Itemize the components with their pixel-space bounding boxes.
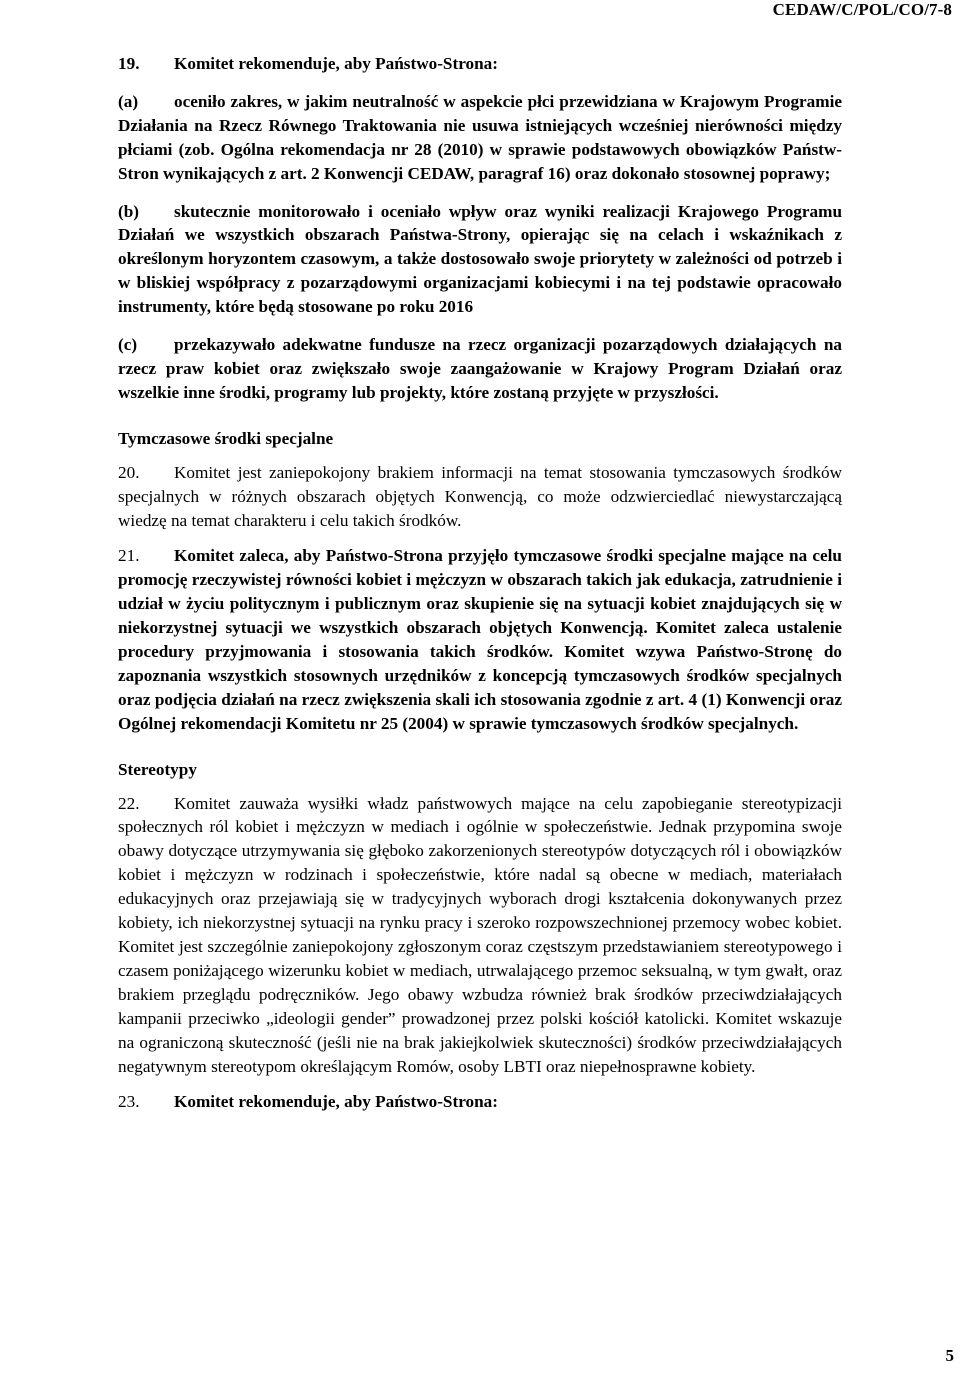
document-symbol: CEDAW/C/POL/CO/7-8 [772, 0, 952, 19]
paragraph-lead-text: Komitet rekomenduje, aby Państwo-Strona: [174, 1092, 499, 1112]
paragraph-number: 20. [118, 462, 140, 482]
section-heading-stereotypes: Stereotypy [118, 759, 197, 779]
page-number: 5 [945, 1346, 954, 1365]
paragraph-23-lead [118, 1090, 842, 1114]
paragraph-number: 22. [118, 793, 140, 813]
document-body [118, 52, 842, 1114]
paragraph-text: Komitet zauważa wysiłki władz państwowych mające na celu zapobieganie stereotypizacji społecznych ról kobiet i mężczyzn w mediach i ogólnie w społeczeństwie. Jednak przypomina swoje obawy dotyczące utrzymywania się głęboko zakorzenionych stereotypów dotyczących ról i obowiązków kobiet i mężczyzn w rodzinach i społeczeństwie, które nadal są obecne w mediach, materiałach edukacyjnych oraz przejawiają się w tradycyjnych wyborach drogi kształcenia dokonywanych przez kobiety, ich niekorzystnej sytuacji na rynku pracy i szeroko rozpowszechnionej przemocy wobec kobiet. Komitet jest szczególnie zaniepokojony zgłoszonym coraz częstszym przedstawianiem stereotypowego i czasem poniżającego wizerunku kobiet w mediach, utrwalającego przemoc seksualną, w tym gwałt, oraz brakiem przeglądu podręczników. Jego obawy wzbudza również brak środków przeciwdziałających kampanii przeciwko „ideologii gender” prowadzonej przez polski kościół katolicki. Komitet wskazuje na ograniczoną skuteczność (jeśli nie na brak jakiejkolwiek skuteczności) środków przeciwdziałających negatywnym stereotypom określającym Romów, osoby LBTI oraz niepełnosprawne kobiety. [118, 793, 842, 1076]
subparagraph-label: (a) [118, 91, 139, 111]
paragraph-number: 23. [118, 1092, 140, 1112]
paragraph-text: Komitet zaleca, aby Państwo-Strona przyjęło tymczasowe środki specjalne mające na celu promocję rzeczywistej równości kobiet i mężczyzn w obszarach takich jak edukacja, zatrudnienie i udział w życiu politycznym i publicznym oraz skupienie się na sytuacji kobiet znajdujących się w niekorzystnej sytuacji we wszystkich obszarach objętych Konwencją. Komitet zaleca ustalenie procedury przyjmowania i stosowania takich środków. Komitet wzywa Państwo-Stronę do zapoznania wszystkich stosownych urzędników z koncepcją tymczasowych środków specjalnych oraz podjęcia działań na rzecz zwiększenia skali ich stosowania zgodnie z art. 4 (1) Konwencji oraz Ogólnej rekomendacji Komitetu nr 25 (2004) w sprawie tymczasowych środków specjalnych. [118, 546, 842, 733]
paragraph-21 [118, 544, 842, 735]
paragraph-lead-text: Komitet rekomenduje, aby Państwo-Strona: [174, 54, 499, 73]
subparagraph-19c [118, 333, 842, 405]
paragraph-number: 19. [118, 54, 140, 73]
subparagraph-text: przekazywało adekwatne fundusze na rzecz organizacji pozarządowych działających na rzecz praw kobiet oraz zwiększało swoje zaangażowanie w Krajowy Program Działań oraz wszelkie inne środki, programy lub projekty, które zostaną przyjęte w przyszłości. [118, 335, 842, 402]
subparagraph-label: (b) [118, 201, 140, 221]
subparagraph-19b [118, 200, 842, 320]
paragraph-text: Komitet jest zaniepokojony brakiem informacji na temat stosowania tymczasowych środków specjalnych w różnych obszarach objętych Konwencją, co może odzwierciedlać niewystarczającą wiedzę na temat charakteru i celu takich środków. [118, 462, 842, 530]
paragraph-19-lead [118, 52, 842, 76]
subparagraph-19a [118, 90, 842, 186]
paragraph-22 [118, 792, 842, 1079]
paragraph-number: 21. [118, 546, 140, 566]
subparagraph-label: (c) [118, 335, 138, 355]
subparagraph-text: oceniło zakres, w jakim neutralność w aspekcie płci przewidziana w Krajowym Programie Działania na Rzecz Równego Traktowania nie usuwa istniejących wcześniej nierówności między płciami (zob. Ogólna rekomendacja nr 28 (2010) w sprawie podstawowych obowiązków Państw-Stron wynikających z art. 2 Konwencji CEDAW, paragraf 16) oraz dokonało stosownej poprawy; [118, 91, 842, 183]
subparagraph-text: skutecznie monitorowało i oceniało wpływ oraz wyniki realizacji Krajowego Programu Działań we wszystkich obszarach Państwa-Strony, opierając się na celach i wskaźnikach z określonym horyzontem czasowym, a także dostosowało swoje priorytety w zależności od potrzeb i w bliskiej współpracy z pozarządowymi organizacjami kobiecymi i na tej podstawie opracowało instrumenty, które będą stosowane po roku 2016 [118, 201, 842, 317]
section-heading-temporary-special-measures: Tymczasowe środki specjalne [118, 428, 334, 448]
paragraph-20 [118, 461, 842, 533]
